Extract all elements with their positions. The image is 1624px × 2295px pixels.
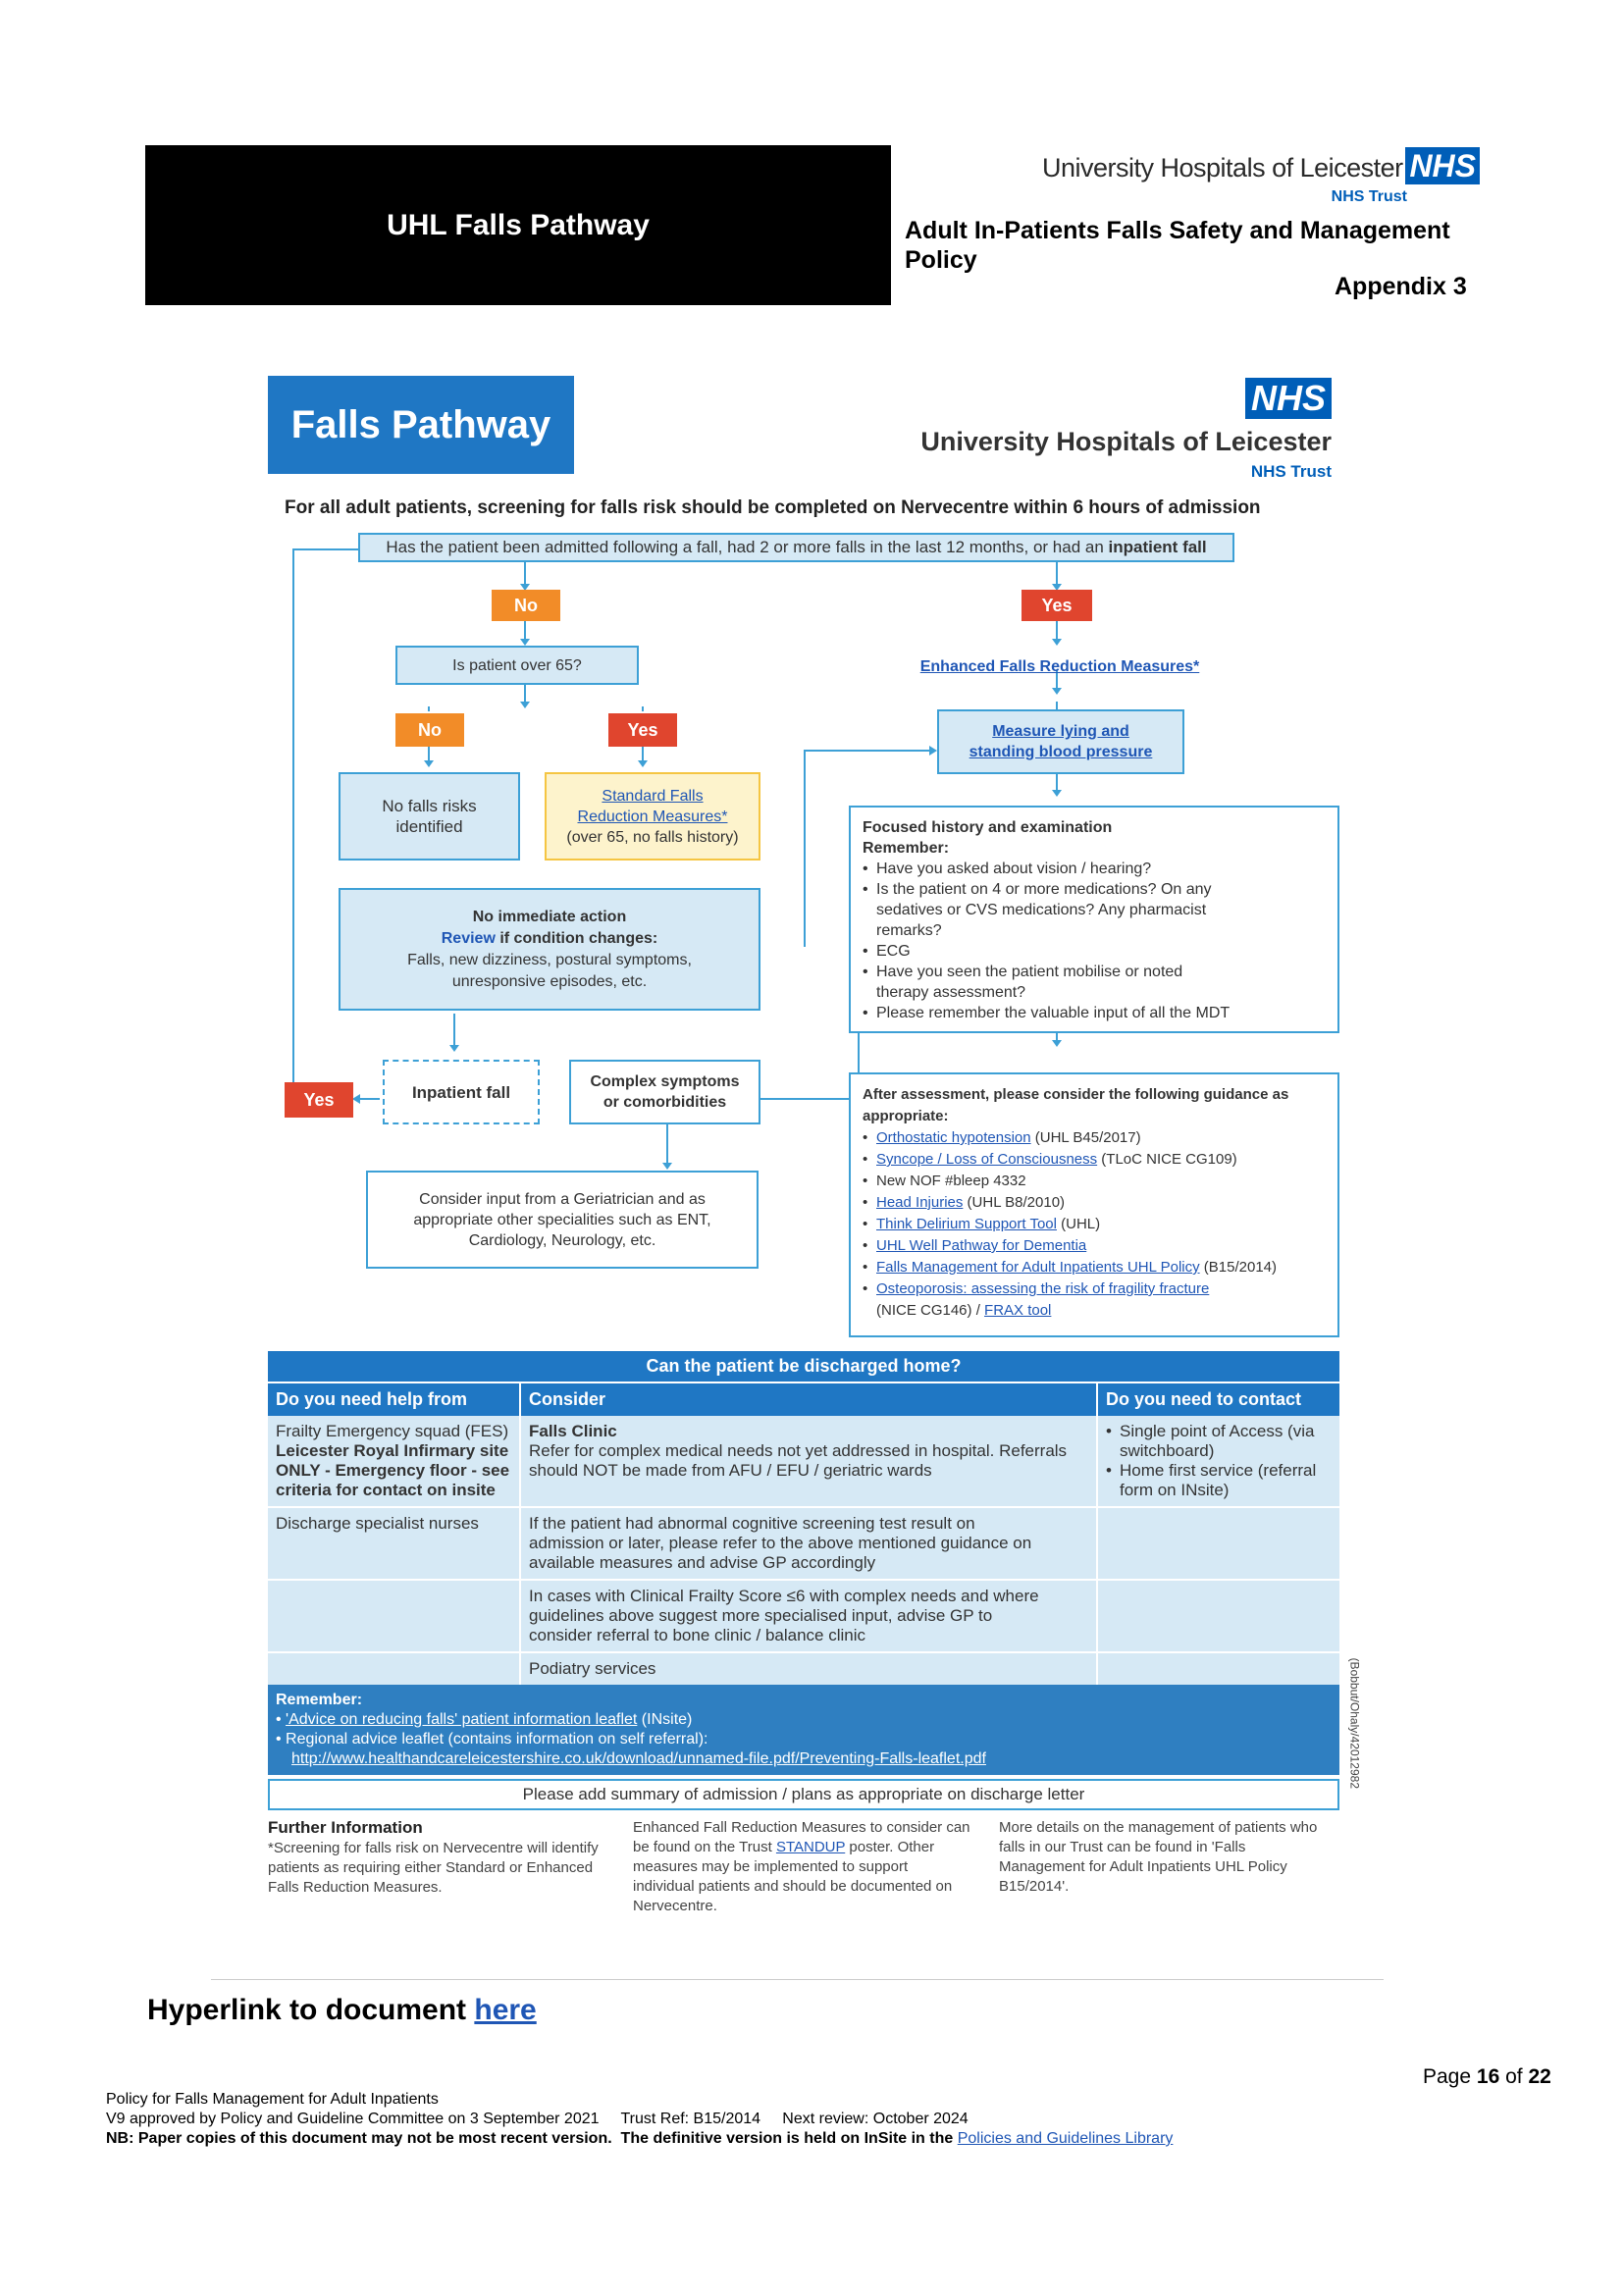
table-row (268, 1507, 1339, 1580)
nhs-badge: NHS (1405, 147, 1480, 184)
doc-title: UHL Falls Pathway (387, 208, 650, 241)
after-item (876, 1257, 1326, 1278)
separator (211, 1979, 1384, 1980)
r1-consider-text: Refer for complex medical needs not yet addressed in hospital. Referrals should NOT be made from AFU / EFU / geriatric wards (529, 1441, 1068, 1480)
after-last-a: (NICE CG146) / (876, 1302, 985, 1319)
remember-line-1: • 'Advice on reducing falls' patient information leaflet (INsite) (276, 1711, 693, 1728)
noaction-review-line (341, 928, 759, 950)
col-header-help: Do you need help from (268, 1382, 520, 1416)
standard-falls-link[interactable]: Standard Falls Reduction Measures* (577, 787, 728, 825)
r4-contact-cell (1097, 1652, 1339, 1685)
after-link[interactable]: UHL Well Pathway for Dementia (876, 1237, 1087, 1254)
hyperlink-line (147, 1994, 537, 2027)
after-last-line (863, 1300, 1326, 1322)
contact-item: • Home first service (referral form on INsite) (1120, 1461, 1332, 1500)
after-link[interactable]: Think Delirium Support Tool (876, 1216, 1057, 1232)
no-pill-1: No (492, 590, 560, 621)
col-header-contact: Do you need to contact (1097, 1382, 1339, 1416)
noaction-title: No immediate action (472, 908, 627, 925)
after-link[interactable]: Osteoporosis: assessing the risk of fragility fracture (876, 1280, 1210, 1297)
discharge-section (268, 1351, 1361, 1926)
measure-bp-link[interactable]: Measure lying and standing blood pressure (969, 723, 1153, 760)
q1-admitted-after-fall (358, 533, 1234, 562)
focused-item: • ECG (876, 941, 1326, 962)
contact-item: • Single point of Access (via switchboard) (1120, 1422, 1332, 1461)
r2-help-cell: Discharge specialist nurses (268, 1507, 520, 1580)
r1-help-b: Leicester Royal Infirmary site ONLY - Emergency floor - see criteria for contact on insite (276, 1441, 510, 1499)
inpatient-fall-box: Inpatient fall (383, 1060, 540, 1124)
yes-pill-1: Yes (1022, 590, 1092, 621)
after-rest: (UHL) (1056, 1216, 1101, 1232)
focused-item: • Have you asked about vision / hearing? (876, 859, 1326, 879)
header-title-block (145, 145, 891, 305)
discharge-header-row (268, 1382, 1339, 1416)
q1-bold: inpatient fall (1108, 538, 1207, 556)
r1-consider-cell (520, 1416, 1097, 1507)
after-item (876, 1214, 1326, 1235)
standard-note: (over 65, no falls history) (566, 828, 739, 846)
further-c2b: poster. Other measures may be implemented to support individual patients and should be documented on Nervecentre. (633, 1839, 953, 1914)
focused-list (863, 859, 1326, 1023)
policy-title: Adult In-Patients Falls Safety and Management Policy (905, 217, 1450, 274)
after-item (876, 1235, 1326, 1257)
flow-org-name: University Hospitals of Leicester (920, 427, 1332, 456)
review-rest: if condition changes: (495, 929, 658, 947)
after-item (876, 1192, 1326, 1214)
remember-line-2: • Regional advice leaflet (contains information on self referral): (276, 1731, 708, 1747)
focused-item: • Have you seen the patient mobilise or noted therapy assessment? (876, 962, 1326, 1003)
table-row (268, 1652, 1339, 1685)
after-rest: New NOF #bleep 4332 (876, 1173, 1026, 1189)
r1-help-a: Frailty Emergency squad (FES) (276, 1422, 509, 1440)
remember-url[interactable]: http://www.healthandcareleicestershire.co.uk/download/unnamed-file.pdf/Preventing-Falls-leaflet.pdf (291, 1750, 986, 1767)
noaction-body: Falls, new dizziness, postural symptoms, unresponsive episodes, etc. (407, 951, 692, 990)
remember-title: Remember: (276, 1692, 363, 1708)
after-item (876, 1149, 1326, 1171)
enhanced-falls-link[interactable] (917, 658, 1202, 676)
after-item (876, 1171, 1326, 1192)
focused-history-box (849, 806, 1339, 1033)
appendix-label: Appendix 3 (1335, 273, 1467, 300)
after-rest: (TLoC NICE CG109) (1097, 1151, 1237, 1168)
after-item (876, 1278, 1326, 1300)
table-row (268, 1416, 1339, 1507)
remember-2: Regional advice leaflet (contains information on self referral): (286, 1731, 708, 1747)
after-rest: (UHL B45/2017) (1030, 1129, 1141, 1146)
further-c1: *Screening for falls risk on Nervecentre will identify patients as requiring either Standard or Enhanced Falls Reduction Measures. (268, 1840, 599, 1896)
after-link[interactable]: Falls Management for Adult Inpatients UHL Policy (876, 1259, 1200, 1276)
after-item (876, 1127, 1326, 1149)
focused-item: • Is the patient on 4 or more medications? On any sedatives or CVS medications? Any pharmacist remarks? (876, 879, 1326, 941)
r3-consider-cell: In cases with Clinical Frailty Score ≤6 with complex needs and where guidelines above suggest more specialised input, advise GP to consider referral to bone clinic / balance clinic (520, 1580, 1097, 1652)
after-title: After assessment, please consider the following guidance as appropriate: (863, 1086, 1289, 1124)
footer-line-1: Policy for Falls Management for Adult Inpatients (106, 2091, 439, 2108)
no-pill-2: No (395, 713, 464, 747)
no-falls-risks-box: No falls risks identified (339, 772, 520, 861)
further-title: Further Information (268, 1818, 423, 1837)
r1-consider-title: Falls Clinic (529, 1422, 617, 1440)
side-code: (Bobbut/Ohaly/42012982 (1347, 1657, 1361, 1789)
further-c2a: Enhanced Fall Reduction Measures to consider can be found on the Trust (633, 1819, 970, 1855)
review-word: Review (441, 929, 496, 947)
remember-bar (268, 1685, 1339, 1775)
page-total: 22 (1528, 2065, 1551, 2088)
page-label-a: Page (1423, 2065, 1477, 2088)
focused-item: • Please remember the valuable input of all the MDT (876, 1003, 1326, 1023)
flow-nhs-badge: NHS (1245, 378, 1332, 419)
q2-over-65: Is patient over 65? (395, 646, 639, 685)
falls-pathway-flowchart (260, 368, 1361, 1938)
footer-line-3-text: NB: Paper copies of this document may not be most recent version. The definitive version is held on InSite in the (106, 2130, 958, 2147)
footer (106, 2090, 1382, 2149)
after-link[interactable]: Orthostatic hypotension (876, 1129, 1031, 1146)
contact-list (1106, 1422, 1332, 1500)
table-row (268, 1580, 1339, 1652)
after-link[interactable]: Syncope / Loss of Consciousness (876, 1151, 1098, 1168)
col-header-consider: Consider (520, 1382, 1097, 1416)
page-label-b: of (1499, 2065, 1529, 2088)
standard-falls-box[interactable] (545, 772, 760, 861)
footer-line-3 (106, 2129, 1382, 2149)
q1-text: Has the patient been admitted following a fall, had 2 or more falls in the last 12 months, or had an (386, 538, 1104, 556)
here-link[interactable]: here (474, 1994, 537, 2026)
hyperlink-text: Hyperlink to document (147, 1994, 475, 2026)
further-col-2 (633, 1818, 971, 1916)
r3-help-cell (268, 1580, 520, 1652)
consider-geriatrician-box: Consider input from a Geriatrician and as appropriate other specialities such as ENT, Cardiology, Neurology, etc. (366, 1171, 759, 1269)
policies-library-link[interactable]: Policies and Guidelines Library (957, 2130, 1174, 2147)
r3-contact-cell (1097, 1580, 1339, 1652)
discharge-banner: Can the patient be discharged home? (268, 1351, 1339, 1382)
focused-title: Focused history and examination (863, 819, 1113, 836)
flow-intro: For all adult patients, screening for falls risk should be completed on Nervecentre within 6 hours of admission (285, 497, 1261, 518)
footer-line-2: V9 approved by Policy and Guideline Committee on 3 September 2021 Trust Ref: B15/2014 Next review: October 2024 (106, 2111, 969, 2127)
yes-pill-3: Yes (285, 1082, 353, 1118)
page-number (1423, 2065, 1551, 2089)
complex-symptoms-box: Complex symptoms or comorbidities (569, 1060, 760, 1124)
remember-1b: (INsite) (637, 1711, 693, 1728)
flow-title: Falls Pathway (290, 402, 551, 446)
after-rest: (B15/2014) (1199, 1259, 1277, 1276)
summary-box: Please add summary of admission / plans as appropriate on discharge letter (268, 1779, 1339, 1810)
frax-link[interactable]: FRAX tool (984, 1302, 1052, 1319)
measure-bp-box[interactable] (937, 709, 1184, 774)
remember-leaflet-link[interactable]: 'Advice on reducing falls' patient information leaflet (286, 1711, 638, 1728)
flow-nhs-trust: NHS Trust (1250, 462, 1332, 481)
uhl-logo (1042, 147, 1484, 208)
after-list (863, 1127, 1326, 1300)
r2-consider-cell: If the patient had abnormal cognitive screening test result on admission or later, please refer to the above mentioned guidance on available measures and advise GP accordingly (520, 1507, 1097, 1580)
after-assessment-box (849, 1072, 1339, 1337)
page-current: 16 (1476, 2065, 1500, 2088)
r4-consider-cell: Podiatry services (520, 1652, 1097, 1685)
discharge-table (268, 1382, 1339, 1685)
no-immediate-action-box (339, 888, 760, 1011)
after-rest: (UHL B8/2010) (963, 1194, 1066, 1211)
org-name: University Hospitals of Leicester (1042, 153, 1403, 183)
standup-link[interactable]: STANDUP (775, 1839, 846, 1855)
further-col-3 (999, 1818, 1323, 1897)
r1-contact-cell (1097, 1416, 1339, 1507)
further-col-1 (268, 1818, 606, 1898)
r2-contact-cell (1097, 1507, 1339, 1580)
enhanced-falls-text[interactable]: Enhanced Falls Reduction Measures* (919, 658, 1200, 675)
after-link[interactable]: Head Injuries (876, 1194, 964, 1211)
nhs-trust: NHS Trust (1331, 188, 1407, 205)
r4-help-cell (268, 1652, 520, 1685)
r1-help-cell (268, 1416, 520, 1507)
further-c3: More details on the management of patients who falls in our Trust can be found in 'Falls Management for Adult Inpatients UHL Policy B15/2014'. (999, 1819, 1318, 1895)
yes-pill-2: Yes (608, 713, 677, 747)
focused-remember: Remember: (863, 840, 950, 857)
